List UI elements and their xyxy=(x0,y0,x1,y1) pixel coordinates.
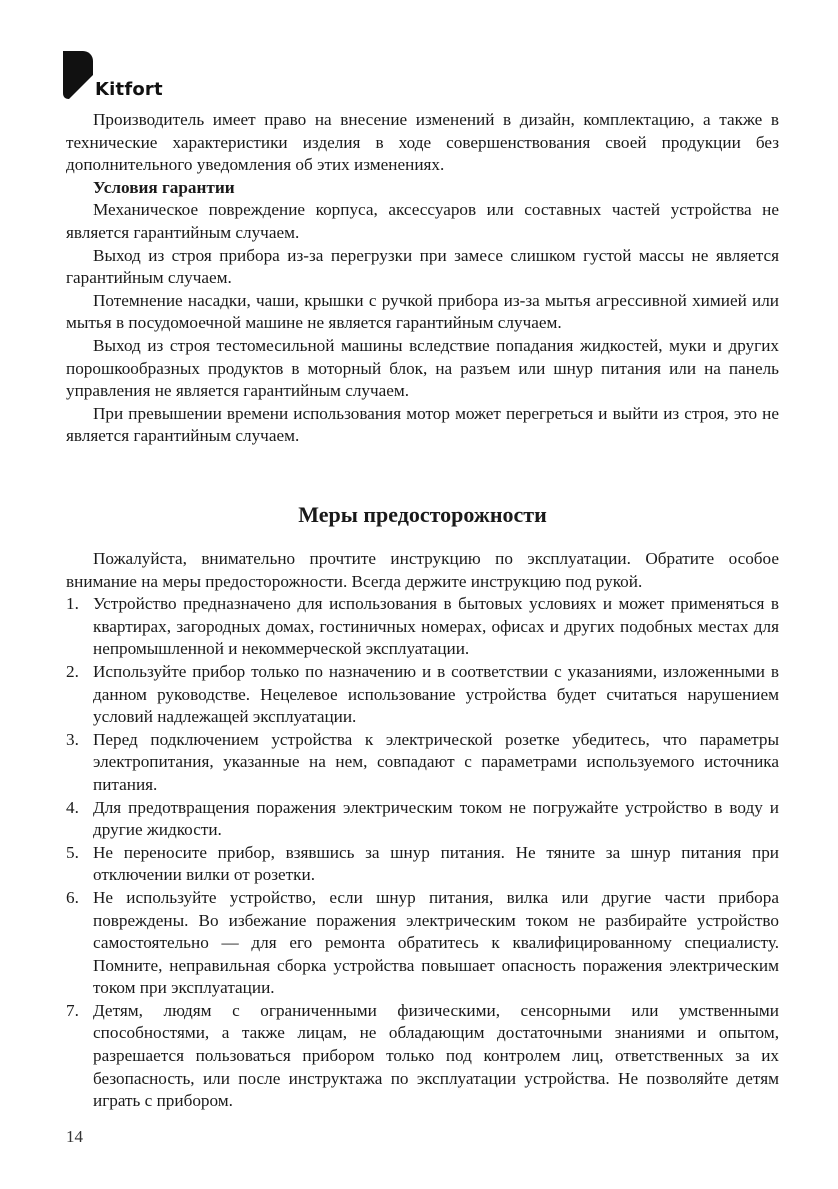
kitfort-logo-icon xyxy=(63,51,93,99)
list-item xyxy=(66,1000,779,1113)
list-item-number: 2. xyxy=(66,661,79,681)
list-item-number: 5. xyxy=(66,842,79,862)
intro-paragraph: Производитель имеет право на внесение изменений в дизайн, комплектацию, а также в технические характеристики изделия в ходе совершенствования своей продукции без дополнительного уведомления об этих изменениях. xyxy=(66,110,779,175)
list-item xyxy=(66,842,779,887)
brand-logo xyxy=(63,51,163,99)
list-item xyxy=(66,593,779,661)
precautions-list xyxy=(66,593,779,1113)
warranty-section xyxy=(66,109,779,448)
list-item-text: Детям, людям с ограниченными физическими, сенсорными или умственными способностями, а также лицам, не обладающим достаточными знаниями и опытом, разрешается пользоваться прибором только под контролем лиц, ответственных за их безопасность, или после инструктажа по эксплуатации устройства. Не позволяйте детям играть с прибором. xyxy=(93,1000,779,1111)
list-item-text: Для предотвращения поражения электрическим током не погружайте устройство в воду и другие жидкости. xyxy=(93,797,779,840)
warranty-paragraph: Выход из строя тестомесильной машины вследствие попадания жидкостей, муки и других порошкообразных продуктов в моторный блок, на разъем или шнур питания или на панель управления не является гарантийным случаем. xyxy=(66,335,779,401)
list-item xyxy=(66,887,779,1000)
list-item-number: 1. xyxy=(66,594,79,614)
list-item-text: Не переносите прибор, взявшись за шнур питания. Не тяните за шнур питания при отключении вилки от розетки. xyxy=(93,842,779,885)
page-number: 14 xyxy=(66,1127,83,1146)
brand-name: Kitfort xyxy=(95,79,163,100)
list-item-number: 7. xyxy=(66,1000,79,1020)
warranty-paragraph: Потемнение насадки, чаши, крышки с ручкой прибора из-за мытья агрессивной химией или мытья в посудомоечной машине не является гарантийным случаем. xyxy=(66,290,779,333)
warranty-paragraph: Механическое повреждение корпуса, аксессуаров или составных частей устройства не является гарантийным случаем. xyxy=(66,200,779,242)
list-item-text: Используйте прибор только по назначению и в соответствии с указаниями, изложенными в данном руководстве. Нецелевое использование устройства будет считаться нарушением условий надлежащей эксплуатации. xyxy=(93,661,779,727)
list-item-text: Устройство предназначено для использования в бытовых условиях и может применяться в квартирах, загородных домах, гостиничных номерах, офисах и других подобных местах для непромышленной и некоммерческой эксплуатации. xyxy=(93,594,779,659)
list-item xyxy=(66,661,779,729)
warranty-heading: Условия гарантии xyxy=(93,177,235,197)
list-item-number: 6. xyxy=(66,887,79,907)
list-item-text: Не используйте устройство, если шнур питания, вилка или другие части прибора повреждены. Во избежание поражения электрическим током не разбирайте устройство самостоятельно — для его ремонта обратитесь к квалифицированному специалисту. Помните, неправильная сборка устройства повышает опасность поражения электрическим током при эксплуатации. xyxy=(93,887,779,998)
warranty-paragraph: Выход из строя прибора из-за перегрузки при замесе слишком густой массы не является гарантийным случаем. xyxy=(66,245,779,288)
list-item-number: 3. xyxy=(66,729,79,749)
list-item xyxy=(66,729,779,797)
section-title: Меры предосторожности xyxy=(298,502,547,527)
precautions-section xyxy=(66,548,779,1113)
list-item-text: Перед подключением устройства к электрической розетке убедитесь, что параметры электропитания, указанные на нем, совпадают с параметрами используемого источника питания. xyxy=(93,729,779,794)
precautions-intro: Пожалуйста, внимательно прочтите инструкцию по эксплуатации. Обратите особое внимание на меры предосторожности. Всегда держите инструкцию под рукой. xyxy=(66,549,779,591)
list-item-number: 4. xyxy=(66,797,79,817)
warranty-paragraph: При превышении времени использования мотор может перегреться и выйти из строя, это не является гарантийным случаем. xyxy=(66,403,779,446)
list-item xyxy=(66,797,779,842)
